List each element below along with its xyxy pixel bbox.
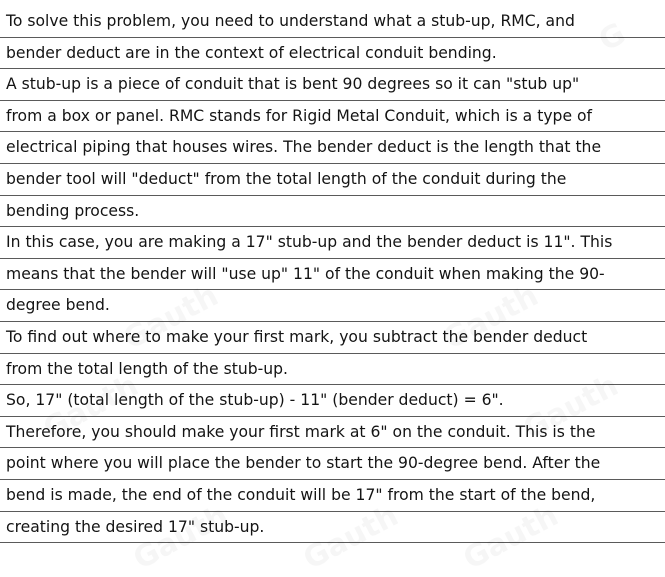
text-line: creating the desired 17" stub-up. bbox=[0, 512, 665, 544]
text-line: degree bend. bbox=[0, 290, 665, 322]
text-line: electrical piping that houses wires. The bender deduct is the length that the bbox=[0, 132, 665, 164]
text-line: Therefore, you should make your first mark at 6" on the conduit. This is the bbox=[0, 417, 665, 449]
text-line: bender deduct are in the context of electrical conduit bending. bbox=[0, 38, 665, 70]
text-line: A stub-up is a piece of conduit that is bent 90 degrees so it can "stub up" bbox=[0, 69, 665, 101]
text-line: bending process. bbox=[0, 196, 665, 228]
text-line: from a box or panel. RMC stands for Rigid Metal Conduit, which is a type of bbox=[0, 101, 665, 133]
text-line: bender tool will "deduct" from the total length of the conduit during the bbox=[0, 164, 665, 196]
text-line: bend is made, the end of the conduit will be 17" from the start of the bend, bbox=[0, 480, 665, 512]
answer-sheet bbox=[0, 6, 665, 543]
text-line: To solve this problem, you need to understand what a stub-up, RMC, and bbox=[0, 6, 665, 38]
text-line: from the total length of the stub-up. bbox=[0, 354, 665, 386]
text-line: means that the bender will "use up" 11" of the conduit when making the 90- bbox=[0, 259, 665, 291]
text-line: In this case, you are making a 17" stub-up and the bender deduct is 11". This bbox=[0, 227, 665, 259]
text-line: point where you will place the bender to start the 90-degree bend. After the bbox=[0, 448, 665, 480]
text-line: To find out where to make your first mark, you subtract the bender deduct bbox=[0, 322, 665, 354]
text-line: So, 17" (total length of the stub-up) - 11" (bender deduct) = 6". bbox=[0, 385, 665, 417]
